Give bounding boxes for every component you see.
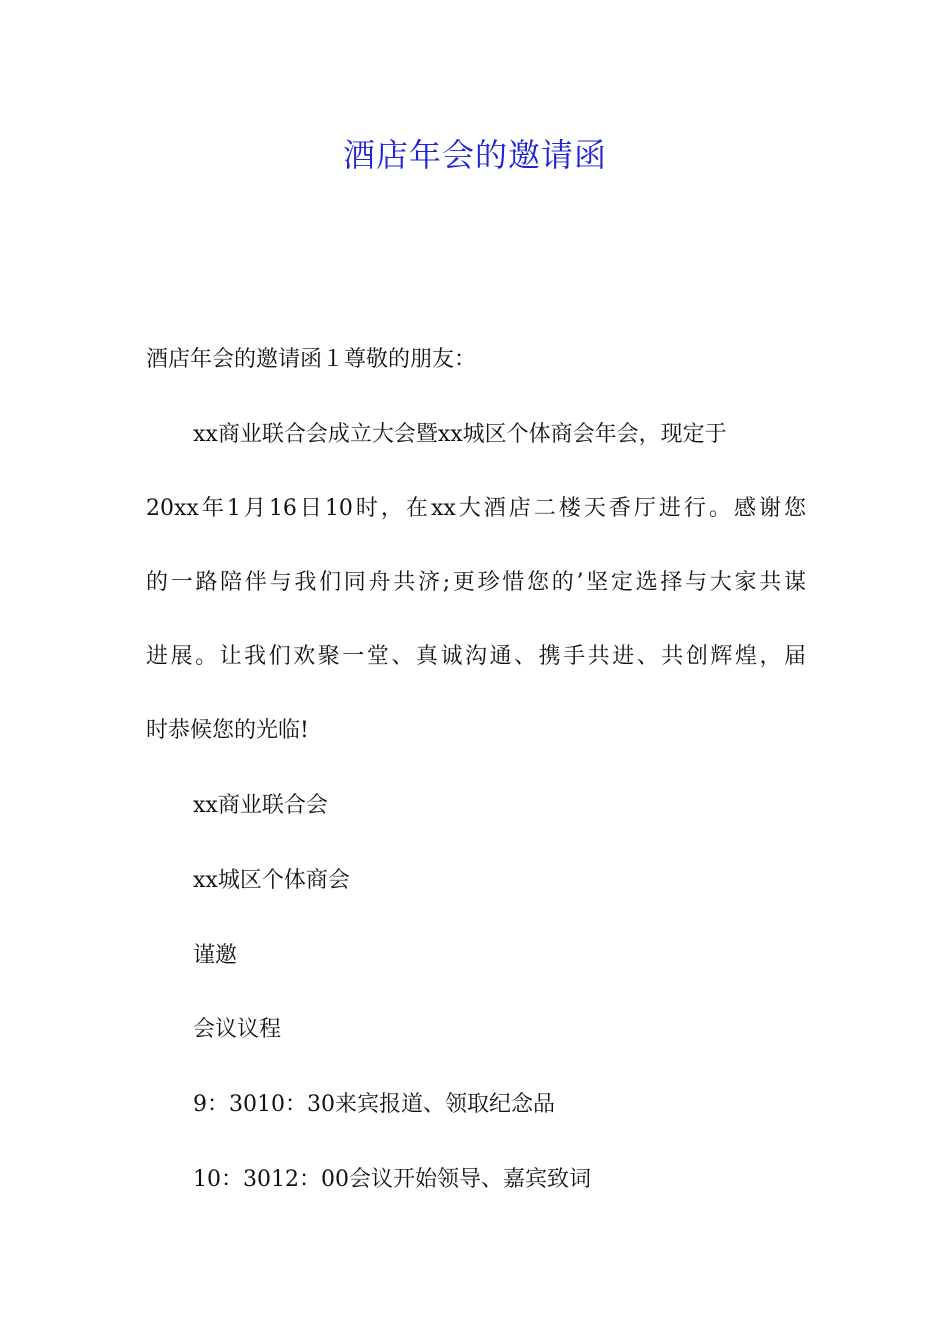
agenda-item-2: 10：3012：00会议开始领导、嘉宾致词: [193, 1167, 591, 1192]
document-title: 酒店年会的邀请函: [342, 136, 607, 174]
greeting-line: 酒店年会的邀请函１尊敬的朋友：: [146, 347, 477, 372]
paragraph-line-5: 时恭候您的光临!: [146, 718, 309, 743]
signature-association: xx商业联合会: [193, 793, 328, 818]
agenda-heading: 会议议程: [193, 1017, 282, 1042]
paragraph-line-3: 的一路陪伴与我们同舟共济;更珍惜您的’坚定选择与大家共谋: [146, 570, 806, 595]
paragraph-line-4: 进展。让我们欢聚一堂、真诚沟通、携手共进、共创辉煌，届: [146, 644, 806, 669]
signature-invite: 谨邀: [193, 943, 238, 968]
paragraph-line-2: 20xx年1月16日10时，在xx大酒店二楼天香厅进行。感谢您: [146, 496, 806, 521]
agenda-item-1: 9：3010：30来宾报道、领取纪念品: [193, 1092, 555, 1117]
signature-chamber: xx城区个体商会: [193, 868, 350, 893]
paragraph-line-1: xx商业联合会成立大会暨xx城区个体商会年会，现定于: [193, 422, 727, 447]
